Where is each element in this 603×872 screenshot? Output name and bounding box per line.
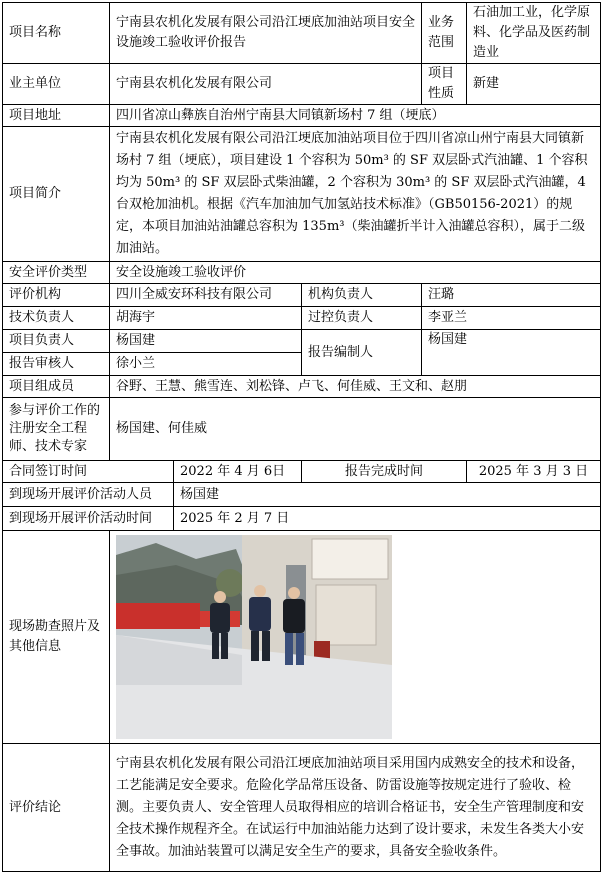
business-scope-label: 业务范围 bbox=[422, 3, 467, 64]
process-head-value: 李亚兰 bbox=[422, 307, 601, 330]
org-value: 四川全威安环科技有限公司 bbox=[110, 284, 302, 307]
report-info-table bbox=[2, 2, 601, 872]
site-time-value: 2025 年 2 月 7 日 bbox=[174, 507, 601, 531]
eval-type-value: 安全设施竣工验收评价 bbox=[110, 262, 601, 284]
address-label: 项目地址 bbox=[3, 105, 110, 127]
intro-value: 宁南县农机化发展有限公司沿江埂底加油站项目位于四川省凉山州宁南县大同镇新场村 7 组（埂底），项目建设 1 个容积为 50m³ 的 SF 双层卧式汽油罐、1 个容积均为 50m³ 的 SF 双层卧式柴油罐，2 个容积为 30m³ 的 SF 双层卧式汽油罐，4 台双枪加油机。根据《汽车加油加气加氢站技术标准》（GB50156-2021）的规定，本项目加油站油罐总容积为 135m³（柴油罐折半计入油罐总容积），属于二级加油站。 bbox=[110, 127, 601, 262]
site-time-label: 到现场开展评价活动时间 bbox=[3, 507, 174, 531]
engineers-label: 参与评价工作的注册安全工程师、技术专家 bbox=[3, 398, 110, 461]
address-value: 四川省凉山彝族自治州宁南县大同镇新场村 7 组（埂底） bbox=[110, 105, 601, 127]
project-head-value: 杨国建 bbox=[110, 330, 302, 353]
project-nature-label: 项目性质 bbox=[422, 64, 467, 105]
site-photo-image bbox=[116, 535, 392, 739]
reviewer-value: 徐小兰 bbox=[110, 353, 302, 376]
conclusion-label: 评价结论 bbox=[3, 744, 110, 872]
site-staff-label: 到现场开展评价活动人员 bbox=[3, 483, 174, 507]
members-label: 项目组成员 bbox=[3, 376, 110, 398]
org-label: 评价机构 bbox=[3, 284, 110, 307]
site-photo bbox=[116, 535, 392, 739]
members-value: 谷野、王慧、熊雪连、刘松锋、卢飞、何佳威、王文和、赵朋 bbox=[110, 376, 601, 398]
org-head-label: 机构负责人 bbox=[302, 284, 422, 307]
owner-label: 业主单位 bbox=[3, 64, 110, 105]
project-name-value: 宁南县农机化发展有限公司沿江埂底加油站项目安全设施竣工验收评价报告 bbox=[110, 3, 422, 64]
site-staff-value: 杨国建 bbox=[174, 483, 601, 507]
photo-label: 现场勘查照片及其他信息 bbox=[3, 531, 110, 744]
process-head-label: 过控负责人 bbox=[302, 307, 422, 330]
project-head-label: 项目负责人 bbox=[3, 330, 110, 353]
contract-time-label: 合同签订时间 bbox=[3, 461, 174, 483]
business-scope-value: 石油加工业，化学原料、化学品及医药制造业 bbox=[467, 3, 601, 64]
report-writer-value: 杨国建 bbox=[422, 330, 601, 376]
project-name-label: 项目名称 bbox=[3, 3, 110, 64]
project-nature-value: 新建 bbox=[467, 64, 601, 105]
tech-head-value: 胡海宇 bbox=[110, 307, 302, 330]
contract-time-value: 2022 年 4 月 6日 bbox=[174, 461, 302, 483]
site-photo-cell bbox=[110, 531, 601, 744]
intro-label: 项目简介 bbox=[3, 127, 110, 262]
conclusion-value: 宁南县农机化发展有限公司沿江埂底加油站项目采用国内成熟安全的技术和设备，工艺能满足安全要求。危险化学品常压设备、防雷设施等按规定进行了验收、检测。主要负责人、安全管理人员取得相应的培训合格证书，安全生产管理制度和安全技术操作规程齐全。在试运行中加油站能力达到了设计要求，未发生各类大小安全事故。加油站装置可以满足安全生产的要求，具备安全验收条件。 bbox=[110, 744, 601, 872]
owner-value: 宁南县农机化发展有限公司 bbox=[110, 64, 422, 105]
tech-head-label: 技术负责人 bbox=[3, 307, 110, 330]
org-head-value: 汪璐 bbox=[422, 284, 601, 307]
complete-time-label: 报告完成时间 bbox=[302, 461, 467, 483]
eval-type-label: 安全评价类型 bbox=[3, 262, 110, 284]
engineers-value: 杨国建、何佳威 bbox=[110, 398, 601, 461]
complete-time-value: 2025 年 3 月 3 日 bbox=[467, 461, 601, 483]
reviewer-label: 报告审核人 bbox=[3, 353, 110, 376]
report-writer-label: 报告编制人 bbox=[302, 330, 422, 376]
